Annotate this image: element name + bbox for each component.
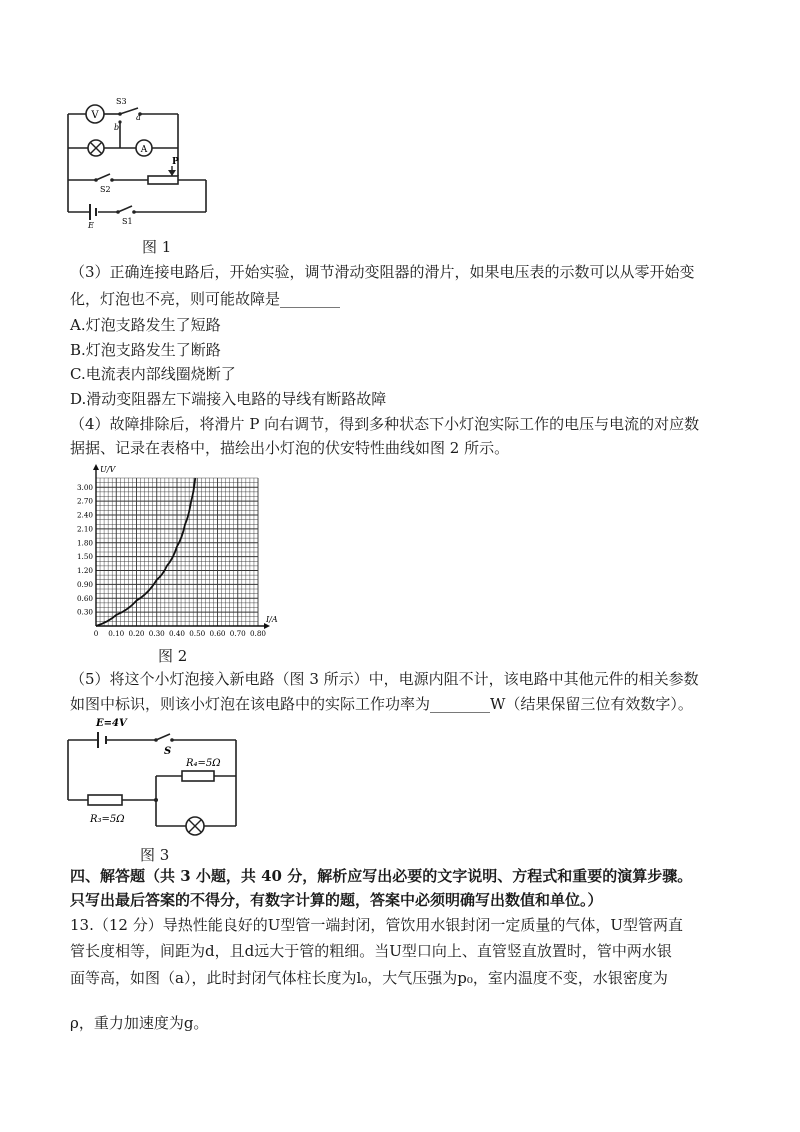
y-tick-label: 1.80	[76, 538, 93, 548]
x-tick-label: 0.20	[128, 629, 145, 638]
y-tick-label: 2.10	[76, 524, 93, 534]
label-e: E	[88, 221, 94, 230]
q13-line3: 面等高，如图（a），此时封闭气体柱长度为l₀，大气压强为p₀，室内温度不变，水银密度为	[70, 969, 668, 987]
q3-option-c: C.电流表内部线圈烧断了	[70, 365, 236, 383]
q3-stem-line1: （3）正确连接电路后，开始实验，调节滑动变阻器的滑片，如果电压表的示数可以从零开始变	[70, 263, 695, 281]
x-axis-label: I/A	[266, 615, 278, 624]
q5-line1: （5）将这个小灯泡接入新电路（图 3 所示）中，电源内阻不计，该电路中其他元件的相关参数	[70, 670, 699, 688]
svg-text:V: V	[91, 110, 99, 121]
figure-2-chart	[62, 452, 278, 644]
label-p: P	[172, 157, 179, 167]
q5-line2: 如图中标识，则该小灯泡在该电路中的实际工作功率为________W（结果保留三位有效数字）。	[70, 695, 693, 713]
x-tick-label: 0.60	[209, 629, 226, 638]
label-switch: S	[164, 746, 172, 757]
q3-option-d: D.滑动变阻器左下端接入电路的导线有断路故障	[70, 390, 387, 408]
q4-line2: 据据、记录在表格中，描绘出小灯泡的伏安特性曲线如图 2 所示。	[70, 439, 510, 457]
label-a: a	[136, 113, 141, 122]
figure-2-caption: 图 2	[158, 647, 188, 665]
q3-option-a: A.灯泡支路发生了短路	[70, 316, 221, 334]
x-tick-label: 0.80	[249, 629, 267, 638]
q13-line2: 管长度相等，间距为d，且d远大于管的粗细。当U型口向上、直管竖直放置时，管中两水银	[70, 942, 672, 960]
q4-line1: （4）故障排除后，将滑片 P 向右调节，得到多种状态下小灯泡实际工作的电压与电流的对应数	[70, 415, 700, 433]
q3-stem-line2: 化，灯泡也不亮，则可能故障是________	[70, 290, 341, 308]
x-tick-label: 0.40	[168, 629, 186, 638]
x-tick-label: 0.50	[189, 629, 206, 638]
figure-1-circuit	[60, 90, 220, 230]
lamp-icon	[88, 140, 104, 156]
label-s2: S2	[100, 185, 111, 194]
x-tick-label: 0.30	[148, 629, 165, 638]
label-emf: E=4V	[96, 718, 127, 729]
y-tick-label: 3.00	[76, 482, 93, 492]
y-axis-arrow	[93, 464, 99, 470]
label-b: b	[114, 123, 120, 132]
x-tick-label: 0	[93, 629, 99, 638]
label-s3: S3	[116, 97, 127, 106]
label-r4: R₄=5Ω	[186, 758, 221, 769]
label-r3: R₃=5Ω	[90, 814, 125, 825]
figure-3-caption: 图 3	[140, 846, 170, 864]
label-s1: S1	[122, 217, 133, 226]
figure-3-circuit	[60, 714, 250, 842]
y-tick-label: 1.50	[76, 552, 93, 562]
y-tick-label: 1.20	[76, 566, 93, 575]
lamp-icon	[186, 817, 204, 835]
q13-line1: 13.（12 分）导热性能良好的U型管一端封闭，管饮用水银封闭一定质量的气体，U型管两直	[70, 916, 683, 934]
y-tick-label: 0.90	[76, 579, 93, 589]
voltmeter	[86, 105, 104, 123]
figure-1-caption: 图 1	[142, 238, 172, 256]
y-tick-label: 2.40	[76, 510, 93, 520]
y-axis-label: U/V	[100, 465, 116, 474]
q13-line4: ρ，重力加速度为g。	[70, 1014, 209, 1032]
ammeter	[136, 140, 152, 156]
section-4-line2: 只写出最后答案的不得分，有数字计算的题，答案中必须明确写出数值和单位。）	[70, 891, 603, 909]
y-tick-label: 2.70	[76, 496, 93, 506]
section-4-line1: 四、解答题（共 3 小题，共 40 分，解析应写出必要的文字说明、方程式和重要的演算步骤。	[70, 867, 693, 885]
y-tick-label: 0.60	[76, 593, 93, 603]
y-tick-label: 0.30	[76, 607, 93, 617]
svg-text:A: A	[140, 145, 148, 155]
x-tick-label: 0.70	[229, 629, 246, 638]
q3-option-b: B.灯泡支路发生了断路	[70, 341, 221, 359]
x-tick-label: 0.10	[108, 629, 125, 638]
